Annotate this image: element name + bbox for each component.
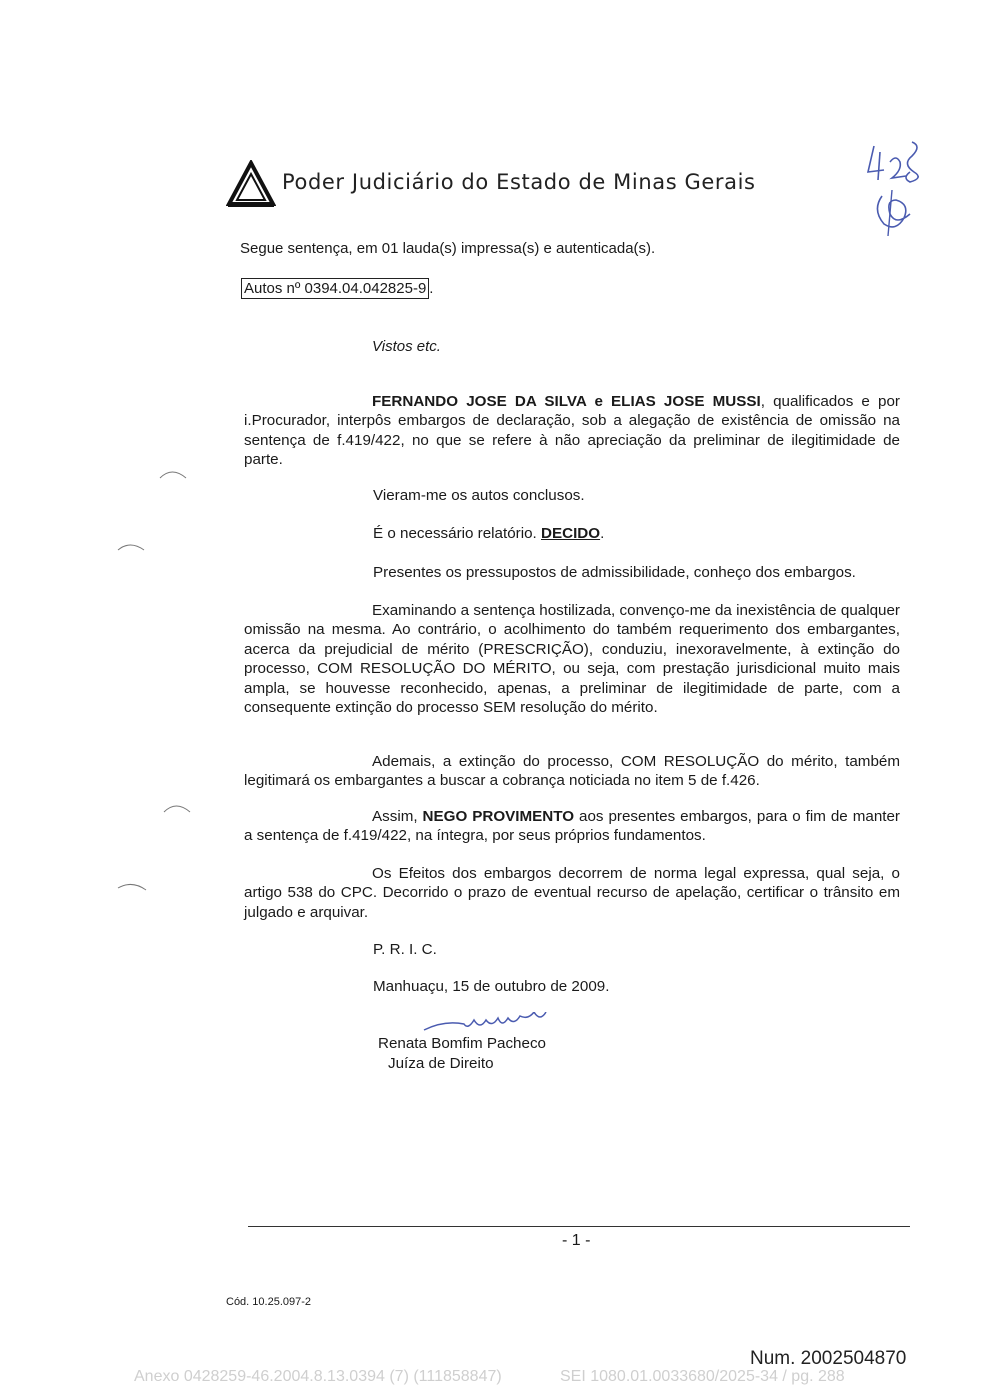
- case-number-box: Autos nº 0394.04.042825-9: [241, 278, 429, 299]
- paragraph-efeitos: Os Efeitos dos embargos decorrem de norma legal expressa, qual seja, o artigo 538 do CPC. Decorrido o prazo de eventual recurso de apelação, certificar o trânsito em julgado e arquivar.: [244, 865, 900, 921]
- court-logo-icon: [226, 160, 276, 208]
- handwritten-folio-mark: [862, 136, 932, 246]
- paragraph-decision: Assim, NEGO PROVIMENTO aos presentes embargos, para o fim de manter a sentença de f.419/422, na íntegra, por seus próprios fundamentos.: [244, 808, 900, 845]
- document-header: [226, 160, 786, 210]
- paragraph-parties: FERNANDO JOSE DA SILVA e ELIAS JOSE MUSSI, qualificados e por i.Procurador, interpôs embargos de declaração, sob a alegação de existência de omissão na sentença de f.419/422, no que se refere à não apreciação da preliminar de ilegitimidade de parte.: [244, 393, 900, 469]
- case-number: Autos nº 0394.04.042825-9 .: [241, 280, 433, 297]
- pric-line: P. R. I. C.: [373, 941, 437, 958]
- paragraph-analysis: Examinando a sentença hostilizada, convenço-me da inexistência de qualquer omissão na mesma. Ao contrário, o acolhimento do também requerimento dos embargantes, acerca da prejudicial de mérito (PRESCRIÇÃO), conduziu, inexoravelmente, à extinção do processo, COM RESOLUÇÃO DO MÉRITO, ou seja, com prestação jurisdicional muito mais ampla, se houvesse reconhecido, apenas, a preliminar de ilegitimidade de parte, com a consequente extinção do processo SEM resolução do mérito.: [244, 602, 900, 717]
- margin-mark: [116, 540, 146, 554]
- intro-line: Segue sentença, em 01 lauda(s) impressa(s) e autenticada(s).: [240, 240, 656, 257]
- vistos-line: Vistos etc.: [372, 338, 441, 355]
- date-line: Manhuaçu, 15 de outubro de 2009.: [373, 978, 610, 995]
- paragraph-decido: É o necessário relatório. DECIDO.: [373, 525, 605, 542]
- margin-mark: [162, 800, 192, 814]
- signer-name: Renata Bomfim Pacheco: [378, 1035, 546, 1052]
- page-title: Poder Judiciário do Estado de Minas Gerais: [282, 170, 756, 194]
- page-number: - 1 -: [562, 1232, 591, 1249]
- footer-divider: [248, 1226, 910, 1227]
- sei-stamp: SEI 1080.01.0033680/2025-34 / pg. 288: [560, 1368, 845, 1385]
- paragraph-ademais: Ademais, a extinção do processo, COM RESOLUÇÃO do mérito, também legitimará os embargantes a buscar a cobrança noticiada no item 5 de f.426.: [244, 753, 900, 790]
- document-code: Cód. 10.25.097-2: [226, 1296, 312, 1308]
- document-num: Num. 2002504870: [750, 1348, 907, 1369]
- paragraph-conclusos: Vieram-me os autos conclusos.: [373, 487, 585, 504]
- annex-stamp: Anexo 0428259-46.2004.8.13.0394 (7) (111858847): [134, 1368, 502, 1385]
- signer-role: Juíza de Direito: [388, 1055, 494, 1072]
- margin-mark: [158, 466, 188, 480]
- margin-mark: [116, 880, 148, 894]
- paragraph-admissibilidade: Presentes os pressupostos de admissibilidade, conheço dos embargos.: [373, 564, 856, 581]
